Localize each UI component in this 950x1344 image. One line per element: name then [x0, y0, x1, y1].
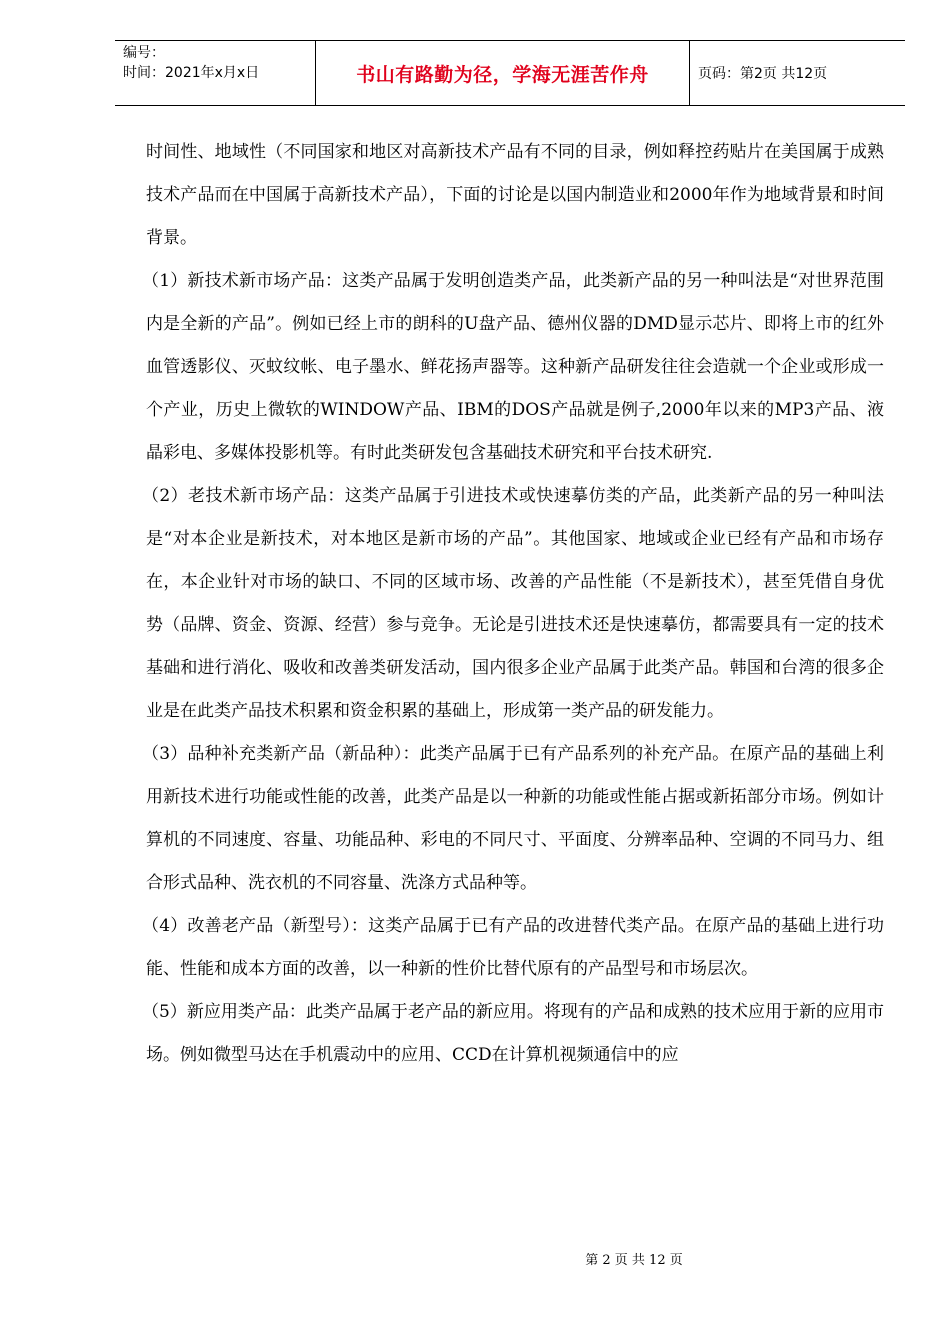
document-time-label: 时间：2021年x月x日 [123, 65, 260, 81]
paragraph-intro: 时间性、地域性（不同国家和地区对高新技术产品有不同的目录，例如释控药贴片在美国属于成熟技术产品而在中国属于高新技术产品），下面的讨论是以国内制造业和2000年作为地域背景和时间背景。 [146, 142, 884, 248]
header-motto: 书山有路勤为径，学海无涯苦作舟 [356, 63, 649, 86]
header-page-info-cell [690, 41, 905, 105]
page-footer [0, 1249, 950, 1268]
paragraph-item-4: （4）改善老产品（新型号）：这类产品属于已有产品的改进替代类产品。在原产品的基础上进行功能、性能和成本方面的改善，以一种新的性价比替代原有的产品型号和市场层次。 [142, 916, 884, 979]
paragraph-item-2: （2）老技术新市场产品：这类产品属于引进技术或快速摹仿类的产品，此类新产品的另一种叫法是“对本企业是新技术，对本地区是新市场的产品”。其他国家、地域或企业已经有产品和市场存在，本企业针对市场的缺口、不同的区域市场、改善的产品性能（不是新技术），甚至凭借自身优势（品牌、资金、资源、经营）参与竞争。无论是引进技术还是快速摹仿，都需要具有一定的技术基础和进行消化、吸收和改善类研发活动，国内很多企业产品属于此类产品。韩国和台湾的很多企业是在此类产品技术积累和资金积累的基础上，形成第一类产品的研发能力。 [142, 486, 884, 721]
header-meta [115, 41, 316, 105]
header-motto-cell [316, 41, 690, 105]
page-header [115, 40, 905, 106]
footer-page-number: 第 2 页 共 12 页 [585, 1253, 683, 1268]
paragraph-item-1: （1）新技术新市场产品：这类产品属于发明创造类产品，此类新产品的另一种叫法是“对世界范围内是全新的产品”。例如已经上市的朗科的U盘产品、德州仪器的DMD显示芯片、即将上市的红外血管透影仪、灭蚊纹帐、电子墨水、鲜花扬声器等。这种新产品研发往往会造就一个企业或形成一个产业，历史上微软的WINDOW产品、IBM的DOS产品就是例子,2000年以来的MP3产品、液晶彩电、多媒体投影机等。有时此类研发包含基础技术研究和平台技术研究. [142, 271, 884, 463]
document-body [142, 131, 884, 1077]
paragraph-item-3: （3）品种补充类新产品（新品种）：此类产品属于已有产品系列的补充产品。在原产品的基础上利用新技术进行功能或性能的改善，此类产品是以一种新的功能或性能占据或新拓部分市场。例如计算机的不同速度、容量、功能品种、彩电的不同尺寸、平面度、分辨率品种、空调的不同马力、组合形式品种、洗衣机的不同容量、洗涤方式品种等。 [142, 744, 884, 893]
paragraph-item-5: （5）新应用类产品：此类产品属于老产品的新应用。将现有的产品和成熟的技术应用于新的应用市场。例如微型马达在手机震动中的应用、CCD在计算机视频通信中的应 [142, 1002, 884, 1065]
header-page-info: 页码：第2页 共12页 [698, 66, 828, 82]
document-number-label: 编号： [123, 45, 165, 61]
